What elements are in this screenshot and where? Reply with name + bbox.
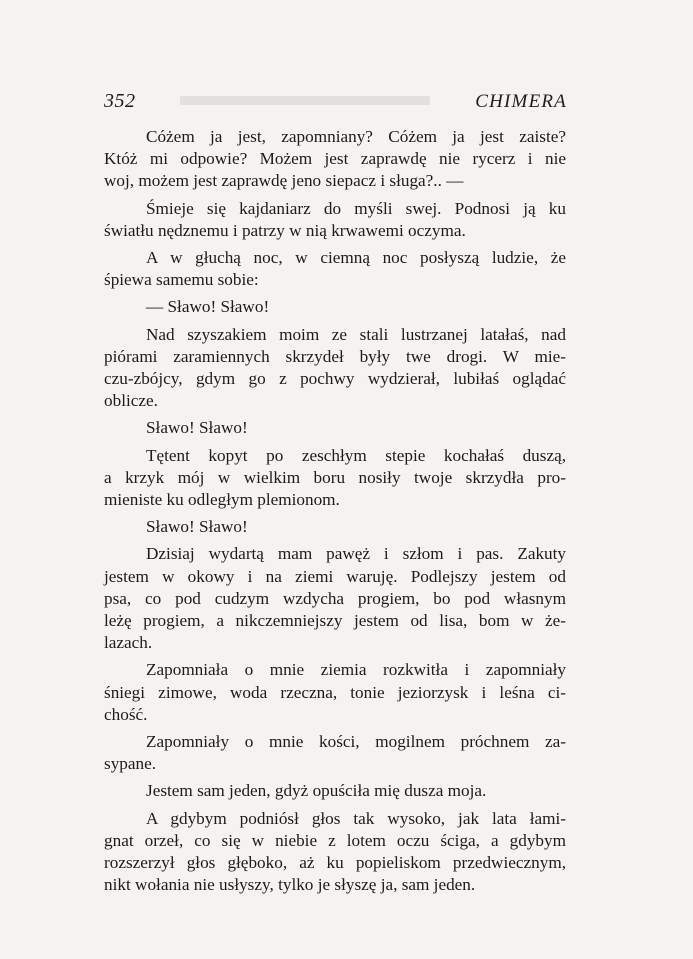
paragraph bbox=[104, 324, 566, 413]
paragraph bbox=[104, 808, 566, 897]
text-line: nikt wołania nie usłyszy, tylko je słyszę ja, sam jeden. bbox=[104, 875, 476, 895]
paragraph bbox=[104, 731, 566, 775]
text-line: sypane. bbox=[104, 754, 157, 774]
text-line: śpiewa samemu sobie: bbox=[104, 270, 259, 290]
journal-title: CHIMERA bbox=[475, 91, 567, 112]
paragraph bbox=[104, 543, 566, 654]
text-line: Sławo! Sławo! bbox=[146, 418, 248, 438]
text-line: oblicze. bbox=[104, 391, 158, 411]
text-line: Cóżem ja jest, zapomniany? Cóżem ja jest zaiste? bbox=[146, 127, 566, 146]
text-line: leżę progiem, a nikczemniejszy jestem od lisa, bom w że- bbox=[104, 611, 566, 631]
text-line: Sławo! Sławo! bbox=[146, 517, 248, 537]
text-line: A gdybym podniósł głos tak wysoko, jak lata łami- bbox=[146, 808, 566, 828]
text-line: czu-zbójcy, gdym go z pochwy wydzierał, lubiłaś oglądać bbox=[104, 369, 566, 389]
paragraph bbox=[104, 296, 566, 318]
text-line: jestem w okowy i na ziemi waruję. Podlejszy jestem od bbox=[104, 566, 566, 586]
paragraph bbox=[104, 126, 566, 193]
text-line: gnat orzeł, co się w niebie z lotem oczu ściga, a gdybym bbox=[104, 830, 566, 850]
text-line: Jestem sam jeden, gdyż opuściła mię dusza moja. bbox=[146, 781, 487, 801]
text-line: Zapomniała o mnie ziemia rozkwitła i zapomniały bbox=[146, 660, 566, 680]
text-line: śniegi zimowe, woda rzeczna, tonie jeziorzysk i leśna ci- bbox=[104, 682, 566, 702]
text-line: Dzisiaj wydartą mam pawęż i szłom i pas. Zakuty bbox=[146, 544, 566, 564]
text-line: chość. bbox=[104, 704, 148, 724]
paragraph bbox=[104, 198, 566, 242]
text-line: a krzyk mój w wielkim boru nosiły twoje skrzydła pro- bbox=[104, 467, 566, 487]
page-number: 352 bbox=[104, 90, 136, 112]
paragraph bbox=[104, 445, 566, 512]
text-line: piórami zaramiennych skrzydeł były twe drogi. W mie- bbox=[104, 346, 566, 366]
running-head bbox=[104, 90, 567, 116]
text-line: woj, możem jest zaprawdę jeno siepacz i sługa?.. — bbox=[104, 171, 464, 191]
paragraph bbox=[104, 780, 566, 802]
paragraph bbox=[104, 247, 566, 291]
text-line: Któż mi odpowie? Możem jest zaprawdę nie rycerz i nie bbox=[104, 149, 566, 169]
text-line: Nad szyszakiem moim ze stali lustrzanej latałaś, nad bbox=[146, 324, 566, 344]
text-line: rozszerzył głos głęboko, aż ku popieliskom przedwiecznym, bbox=[104, 853, 566, 873]
text-line: Zapomniały o mnie kości, mogilnem próchnem za- bbox=[146, 732, 566, 752]
body-text bbox=[104, 126, 566, 902]
text-line: A w głuchą noc, w ciemną noc posłyszą ludzie, że bbox=[146, 248, 566, 268]
text-line: mieniste ku odległym plemionom. bbox=[104, 490, 340, 510]
text-line: Śmieje się kajdaniarz do myśli swej. Podnosi ją ku bbox=[146, 198, 566, 218]
paragraph bbox=[104, 659, 566, 726]
text-line: psa, co pod cudzym wzdycha progiem, bo pod własnym bbox=[104, 588, 566, 608]
text-line: lazach. bbox=[104, 633, 153, 653]
paragraph bbox=[104, 516, 566, 538]
paragraph bbox=[104, 417, 566, 439]
text-line: Tętent kopyt po zeschłym stepie kochałaś duszą, bbox=[146, 445, 566, 465]
text-line: światłu nędznemu i patrzy w nią krwawemi oczyma. bbox=[104, 220, 466, 240]
text-line: — Sławo! Sławo! bbox=[146, 297, 270, 317]
